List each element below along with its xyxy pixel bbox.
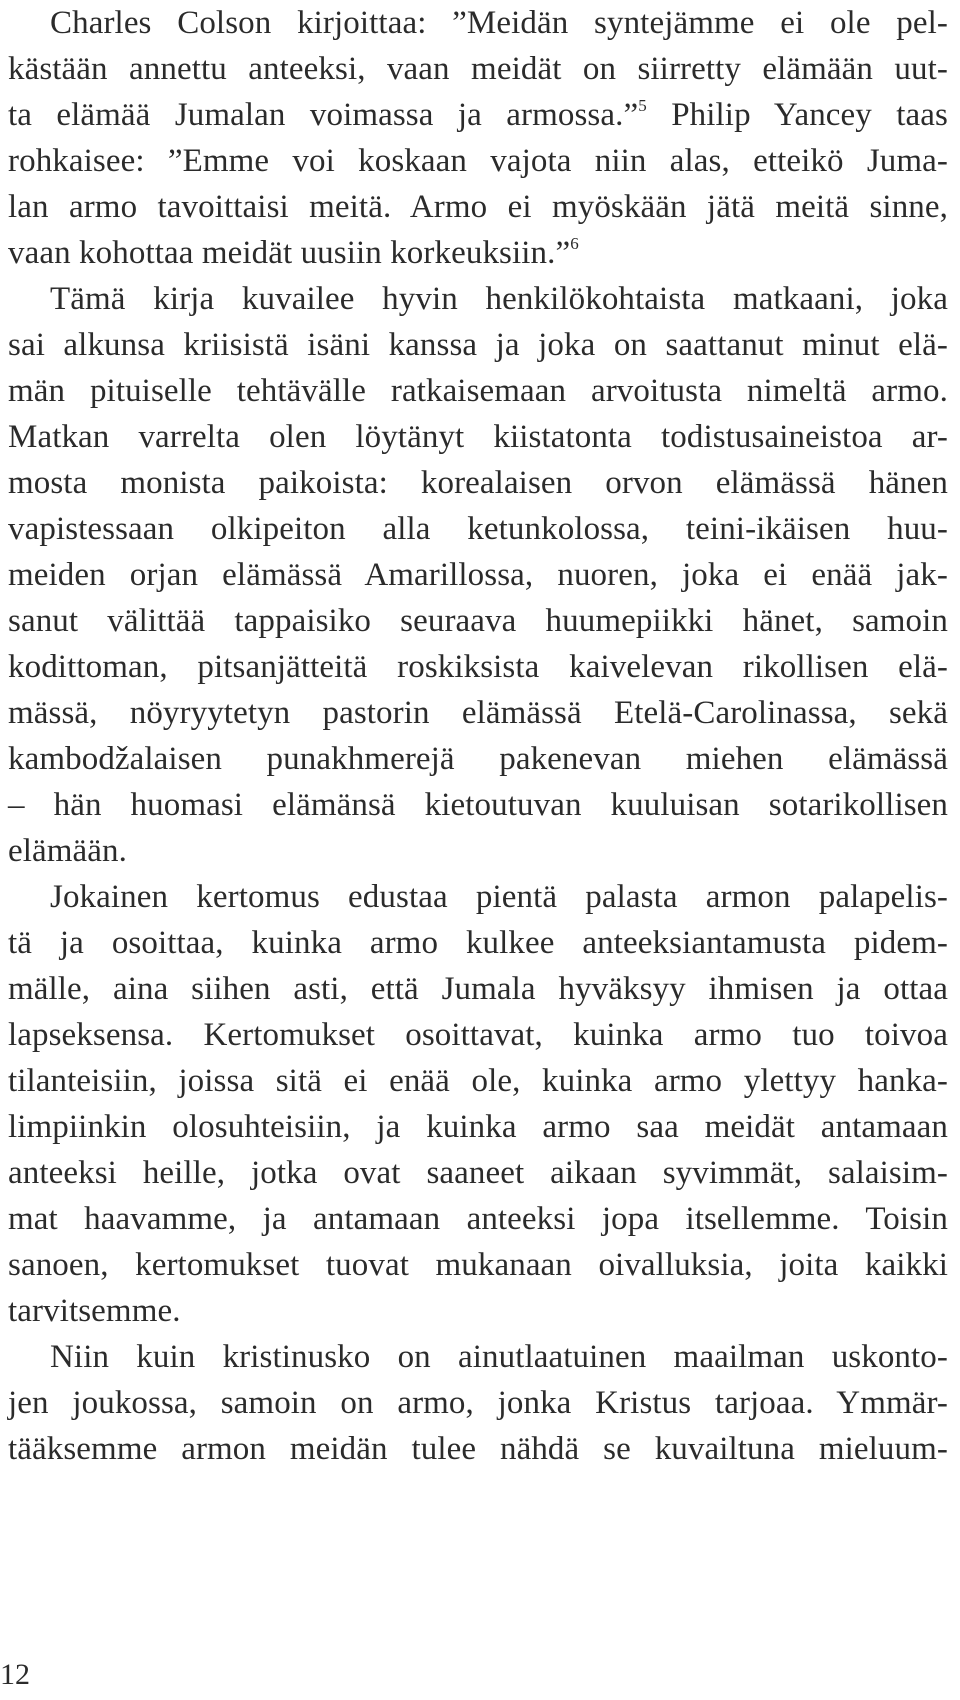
line-text: lan armo tavoittaisi meitä. Armo ei myöskään jätä meitä sinne, bbox=[8, 189, 948, 225]
line-text: vaan kohottaa meidät uusiin korkeuksiin.” bbox=[8, 235, 571, 271]
text-line bbox=[8, 1012, 948, 1058]
line-text: Charles Colson kirjoittaa: ”Meidän syntejämme ei ole pel- bbox=[50, 5, 948, 41]
line-text: Matkan varrelta olen löytänyt kiistatonta todistusaineistoa ar- bbox=[8, 419, 948, 455]
line-text: anteeksi heille, jotka ovat saaneet aikaan syvimmät, salaisim- bbox=[8, 1155, 948, 1191]
text-line bbox=[8, 644, 948, 690]
text-line bbox=[8, 138, 948, 184]
line-text: män pituiselle tehtävälle ratkaisemaan arvoitusta nimeltä armo. bbox=[8, 373, 948, 409]
text-line bbox=[8, 552, 948, 598]
footnote-marker: 6 bbox=[570, 234, 579, 253]
line-text: limpiinkin olosuhteisiin, ja kuinka armo saa meidät antamaan bbox=[8, 1109, 948, 1145]
line-text: kambodžalaisen punakhmerejä pakenevan miehen elämässä bbox=[8, 741, 948, 777]
text-line bbox=[8, 1426, 948, 1472]
line-text: tarvitsemme. bbox=[8, 1293, 181, 1329]
line-text: – hän huomasi elämänsä kietoutuvan kuuluisan sotarikollisen bbox=[8, 787, 948, 823]
line-text: mälle, aina siihen asti, että Jumala hyväksyy ihmisen ja ottaa bbox=[8, 971, 948, 1007]
text-line bbox=[8, 276, 948, 322]
line-text: rohkaisee: ”Emme voi koskaan vajota niin alas, etteikö Juma- bbox=[8, 143, 948, 179]
line-text: Tämä kirja kuvailee hyvin henkilökohtaista matkaani, joka bbox=[50, 281, 948, 317]
text-line bbox=[8, 46, 948, 92]
text-line bbox=[8, 782, 948, 828]
text-line bbox=[8, 184, 948, 230]
line-text: kodittoman, pitsanjätteitä roskiksista kaivelevan rikollisen elä- bbox=[8, 649, 948, 685]
line-text: ta elämää Jumalan voimassa ja armossa.” bbox=[8, 97, 639, 133]
line-text: sanut välittää tappaisiko seuraava huumepiikki hänet, samoin bbox=[8, 603, 948, 639]
text-line bbox=[8, 1150, 948, 1196]
text-line bbox=[8, 92, 948, 138]
text-line bbox=[8, 1104, 948, 1150]
text-line bbox=[8, 368, 948, 414]
text-line bbox=[8, 506, 948, 552]
line-text: jen joukossa, samoin on armo, jonka Kristus tarjoaa. Ymmär- bbox=[8, 1385, 948, 1421]
text-line bbox=[8, 690, 948, 736]
text-line bbox=[8, 460, 948, 506]
line-text-continued: Philip Yancey taas bbox=[646, 97, 948, 133]
text-line bbox=[8, 598, 948, 644]
text-line bbox=[8, 920, 948, 966]
line-text: Niin kuin kristinusko on ainutlaatuinen maailman uskonto- bbox=[50, 1339, 948, 1375]
body-text bbox=[8, 0, 948, 1472]
line-text: sai alkunsa kriisistä isäni kanssa ja joka on saattanut minut elä- bbox=[8, 327, 948, 363]
text-line bbox=[8, 1334, 948, 1380]
text-line bbox=[8, 1058, 948, 1104]
line-text: tä ja osoittaa, kuinka armo kulkee anteeksiantamusta pidem- bbox=[8, 925, 948, 961]
line-text: tilanteisiin, joissa sitä ei enää ole, kuinka armo ylettyy hanka- bbox=[8, 1063, 948, 1099]
line-text: mat haavamme, ja antamaan anteeksi jopa itsellemme. Toisin bbox=[8, 1201, 948, 1237]
text-line bbox=[8, 966, 948, 1012]
text-line bbox=[8, 414, 948, 460]
line-text: elämään. bbox=[8, 833, 127, 869]
line-text: lapseksensa. Kertomukset osoittavat, kuinka armo tuo toivoa bbox=[8, 1017, 948, 1053]
text-line bbox=[8, 1196, 948, 1242]
line-text: mässä, nöyryytetyn pastorin elämässä Etelä-Carolinassa, sekä bbox=[8, 695, 948, 731]
page-number: 12 bbox=[0, 1658, 30, 1691]
text-line bbox=[8, 1380, 948, 1426]
line-text: Jokainen kertomus edustaa pientä palasta armon palapelis- bbox=[50, 879, 948, 915]
text-line bbox=[8, 1242, 948, 1288]
text-line bbox=[8, 736, 948, 782]
line-text: mosta monista paikoista: korealaisen orvon elämässä hänen bbox=[8, 465, 948, 501]
text-line bbox=[8, 1288, 948, 1334]
line-text: sanoen, kertomukset tuovat mukanaan oivalluksia, joita kaikki bbox=[8, 1247, 948, 1283]
text-line bbox=[8, 0, 948, 46]
line-text: meiden orjan elämässä Amarillossa, nuoren, joka ei enää jak- bbox=[8, 557, 948, 593]
text-line bbox=[8, 322, 948, 368]
text-line bbox=[8, 874, 948, 920]
text-line bbox=[8, 828, 948, 874]
footnote-marker: 5 bbox=[638, 96, 647, 115]
line-text: kästään annettu anteeksi, vaan meidät on siirretty elämään uut- bbox=[8, 51, 948, 87]
line-text: vapistessaan olkipeiton alla ketunkolossa, teini-ikäisen huu- bbox=[8, 511, 948, 547]
line-text: tääksemme armon meidän tulee nähdä se kuvailtuna mieluum- bbox=[8, 1431, 948, 1467]
text-line bbox=[8, 230, 948, 276]
